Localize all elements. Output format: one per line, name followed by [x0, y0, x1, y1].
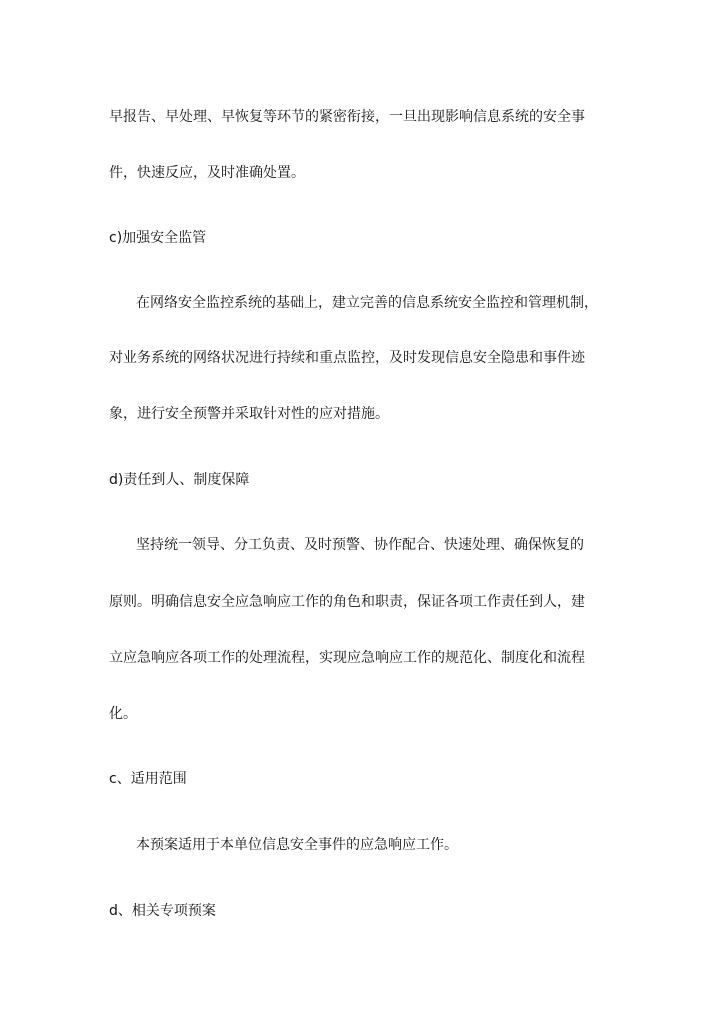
paragraph-line: 象，进行安全预警并采取针对性的应对措施。: [109, 406, 389, 422]
paragraph-line: 本预案适用于本单位信息安全事件的应急响应工作。: [136, 837, 458, 853]
paragraph-line: 在网络安全监控系统的基础上，建立完善的信息系统安全监控和管理机制，: [136, 295, 598, 311]
paragraph-line: 早报告、早处理、早恢复等环节的紧密衔接，一旦出现影响信息系统的安全事: [109, 109, 585, 125]
paragraph-line: 坚持统一领导、分工负责、及时预警、协作配合、快速处理、确保恢复的: [136, 537, 584, 553]
paragraph-line: 原则。明确信息安全应急响应工作的角色和职责，保证各项工作责任到人，建: [109, 594, 585, 610]
section-heading: c、适用范围: [109, 771, 187, 787]
paragraph-line: 件，快速反应，及时准确处置。: [109, 165, 305, 181]
paragraph-line: 立应急响应各项工作的处理流程，实现应急响应工作的规范化、制度化和流程: [109, 650, 585, 666]
paragraph-line: 化。: [109, 706, 137, 722]
section-heading: d、相关专项预案: [109, 903, 216, 919]
section-heading: c)加强安全监管: [109, 230, 207, 246]
paragraph-line: 对业务系统的网络状况进行持续和重点监控，及时发现信息安全隐患和事件迹: [109, 350, 585, 366]
section-heading: d)责任到人、制度保障: [109, 472, 250, 488]
